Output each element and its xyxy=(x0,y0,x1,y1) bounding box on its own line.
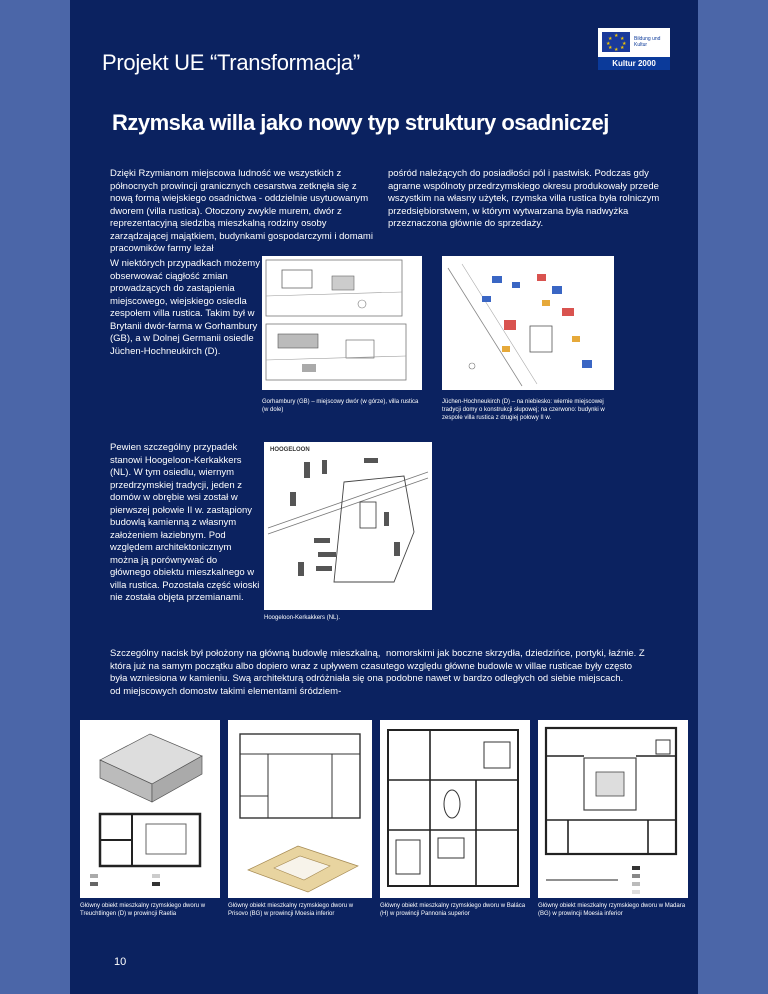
intro-left-paragraph: Dzięki Rzymianom miejscowa ludność we wszystkich z północnych prowincji granicznych cesarstwa zetknęła się z nową formą wiejskiego osadnictwa - oddzielnie usytuowanym dworem (villa rustica). Otoczony zwykle murem, dwór z reprezentacyjną siedzibą mieszkalną rodziny osoby zarządzającej majątkiem, budynkami gospodarczymi i domami pracowników farmy leżał xyxy=(110,168,373,254)
hoogeloon-plan-figure xyxy=(264,442,432,610)
madara-caption: Główny obiekt mieszkalny rzymskiego dworu w Madara (BG) w prowincji Moesia inferior xyxy=(538,903,686,917)
section1-paragraph: W niektórych przypadkach możemy obserwować ciągłość zmian prowadzących do zastąpienia miejscowego, wiejskiego osiedla zespołem villa rustica. Takim był w Brytanii dwór-farma w Gorhambury (GB), a w Dolnej Germanii osiedle Jüchen-Hochneukirch (D). xyxy=(110,258,260,357)
balaca-caption: Główny obiekt mieszkalny rzymskiego dworu w Baláca (H) w prowincji Pannonia superior xyxy=(380,903,526,917)
project-title: Projekt UE “Transformacja” xyxy=(102,50,360,75)
madara-plan-figure xyxy=(538,720,688,898)
section3-right-paragraph: nomorskimi jak boczne skrzydła, dziedzińce, portyki, łaźnie. Z tego względu główne budowle w villae rusticae były często podobne nawet w bardzo odległych od siebie miejscach. xyxy=(386,648,645,684)
eu-culture-logo xyxy=(598,28,670,70)
page-number: 10 xyxy=(114,956,127,968)
intro-right-paragraph: pośród należących do posiadłości pól i pastwisk. Podczas gdy agrarne wspólnoty przedrzymskiego okresu produkowały przede wszystkim na własny użytek, rzymska villa rustica była rolniczym przedsiębiorstwem, w którym wytwarzana była nadwyżka przeznaczona głównie do sprzedaży. xyxy=(388,168,660,229)
poster-panel xyxy=(70,0,698,994)
prisovo-caption: Główny obiekt mieszkalny rzymskiego dworu w Prisovo (BG) w prowincji Moesia inferior xyxy=(228,903,354,917)
juchen-caption: Jüchen-Hochneukirch (D) – na niebiesko: wiernie miejscowej tradycji domy o konstrukcji słupowej; na czerwono: budynki w zespole villa rustica z drugiej połowy II w. xyxy=(442,399,605,421)
left-side-stripe xyxy=(0,0,70,994)
poster-title: Rzymska willa jako nowy typ struktury osadniczej xyxy=(112,110,609,135)
treuchtlingen-plan-figure xyxy=(80,720,220,898)
logo-tagline: Bildung und Kultur xyxy=(634,36,661,48)
logo-program-name: Kultur 2000 xyxy=(598,57,670,70)
gorhambury-caption: Gorhambury (GB) – miejscowy dwór (w górze), villa rustica (w dole) xyxy=(262,399,419,413)
hoogeloon-caption: Hoogeloon-Kerkakkers (NL). xyxy=(264,615,341,621)
eu-flag-icon: ★ ★ ★ ★ ★ ★ ★ ★ xyxy=(602,32,630,52)
gorhambury-plan-figure xyxy=(262,256,422,390)
treuchtlingen-caption: Główny obiekt mieszkalny rzymskiego dworu w Treuchtlingen (D) w prowincji Raetia xyxy=(80,903,206,917)
juchen-plan-figure xyxy=(442,256,614,390)
section2-paragraph: Pewien szczególny przypadek stanowi Hoogeloon-Kerkakkers (NL). W tym osiedlu, wiernym przedrzymskiej tradycji, jeden z domów w obrębie wsi został w pierwszej połowie II w. zastąpiony budowlą kamienną z własnym założeniem łaziebnym. Pod względem architektonicznym można ją porównywać do głównego obiektu mieszkalnego w villa rustica. Pozostała część wioski nie została objęta przemianami. xyxy=(110,442,260,603)
right-side-stripe xyxy=(698,0,768,994)
section3-left-paragraph: Szczególny nacisk był położony na główną budowlę mieszkalną, która już na samym początku albo dopiero wraz z upływem czasu była wzniesiona w kamieniu. Swą architekturą odróżniała się ona od miejscowych domostw takimi elementami śródziem- xyxy=(110,648,386,697)
balaca-plan-figure xyxy=(380,720,530,898)
hoogeloon-map-label: HOOGELOON xyxy=(270,447,310,453)
prisovo-plan-figure xyxy=(228,720,372,898)
